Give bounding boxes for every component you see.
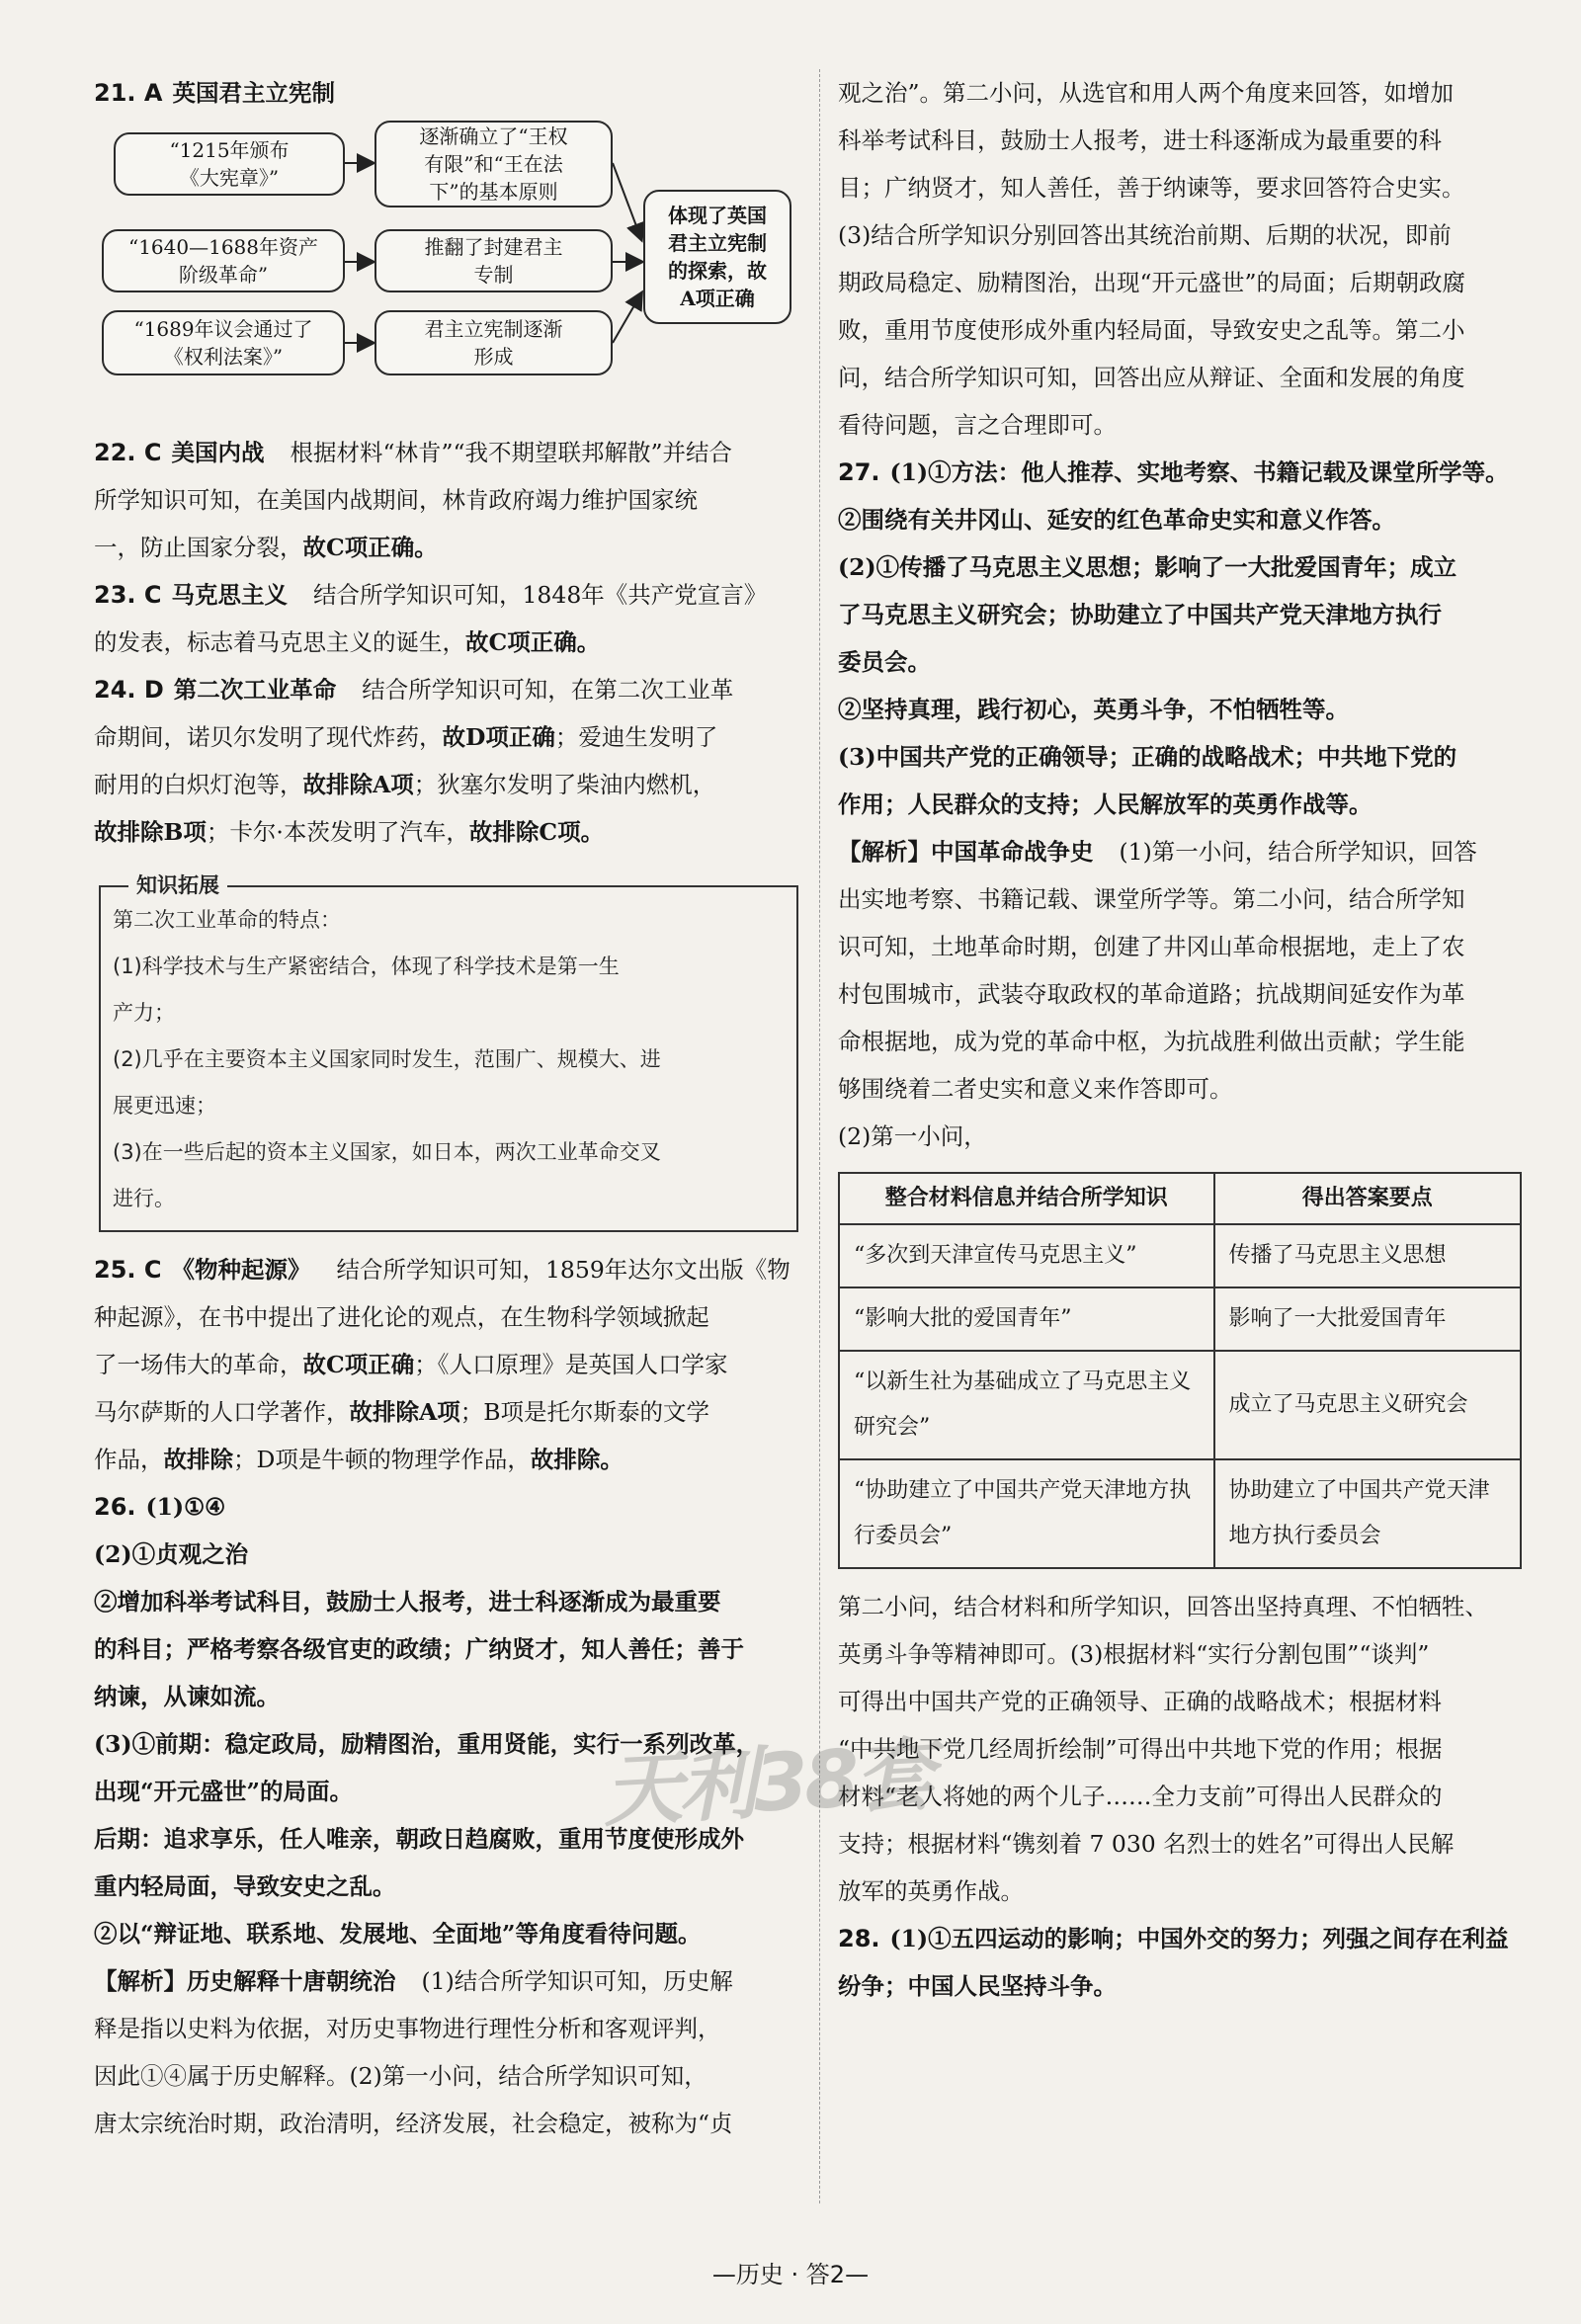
table-cell: “影响大批的爱国青年” [839, 1287, 1214, 1351]
q26-a3-2b: 重内轻局面，导致安史之乱。 [94, 1872, 396, 1900]
ext-line: 进行。 [113, 1187, 175, 1210]
q25-line5: 作品，故排除；D项是牛顿的物理学作品，故排除。 [94, 1446, 624, 1473]
table-header: 整合材料信息并结合所学知识 [839, 1173, 1214, 1224]
right-column [838, 69, 1522, 2010]
q26-analysis-cont-8: 看待问题，言之合理即可。 [838, 411, 1117, 439]
q22-answer: 22. C 美国内战 根据材料“林肯”“我不期望联邦解散”并结合 [94, 439, 733, 466]
q21-diagram [94, 121, 803, 417]
q27-after-5: 材料“老人将她的两个儿子……全力支前”可得出人民群众的 [838, 1783, 1443, 1810]
table-header: 得出答案要点 [1214, 1173, 1522, 1224]
q25-line3: 了一场伟大的革命，故C项正确；《人口原理》是英国人口学家 [94, 1351, 728, 1378]
q27-a2b: 了马克思主义研究会；协助建立了中国共产党天津地方执行 [838, 601, 1442, 628]
q28-answer: 28. (1)①五四运动的影响；中国外交的努力；列强之间存在利益 [838, 1925, 1509, 1952]
q26-a3-1b: 出现“开元盛世”的局面。 [94, 1778, 354, 1805]
table-row [839, 1287, 1521, 1351]
q27-a2d: ②坚持真理，践行初心，英勇斗争，不怕牺牲等。 [838, 696, 1349, 723]
q24-line2: 命期间，诺贝尔发明了现代炸药，故D项正确；爱迪生发明了 [94, 723, 718, 751]
q22-line2: 所学知识可知，在美国内战期间，林肯政府竭力维护国家统 [94, 486, 698, 514]
q26-analysis-cont-1: 观之治”。第二小问，从选官和用人两个角度来回答，如增加 [838, 79, 1455, 107]
table-cell: 影响了一大批爱国青年 [1214, 1287, 1522, 1351]
ext-line: 第二次工业革命的特点： [113, 908, 341, 932]
q26-analysis-4: 唐太宗统治时期，政治清明，经济发展，社会稳定，被称为“贞 [94, 2110, 733, 2137]
diagram-box-bill-of-rights: “1689年议会通过了 《权利法案》” [102, 310, 345, 375]
q27-after-7: 放军的英勇作战。 [838, 1877, 1024, 1905]
q27-a3b: 作用；人民群众的支持；人民解放军的英勇作战等。 [838, 790, 1373, 818]
column-divider [819, 69, 820, 2203]
ext-line: 展更迅速； [113, 1094, 216, 1118]
diagram-box-limited-monarchy: 逐渐确立了“王权 有限”和“王在法 下”的基本原则 [374, 121, 613, 208]
ext-line: (1)科学技术与生产紧密结合，体现了科学技术是第一生 [113, 954, 620, 978]
q26-analysis-3: 因此①④属于历史解释。(2)第一小问，结合所学知识可知， [94, 2062, 707, 2090]
table-cell: “多次到天津宣传马克思主义” [839, 1224, 1214, 1287]
q26-analysis-cont-6: 败，重用节度使形成外重内轻局面，导致安史之乱等。第二小 [838, 316, 1465, 344]
q24-line3: 耐用的白炽灯泡等，故排除A项；狄塞尔发明了柴油内燃机， [94, 771, 716, 798]
q27-analysis-5: 命根据地，成为党的革命中枢，为抗战胜利做出贡献；学生能 [838, 1028, 1465, 1055]
q26-answer: 26. (1)①④ [94, 1493, 226, 1521]
q27-a2a: (2)①传播了马克思主义思想；影响了一大批爱国青年；成立 [838, 553, 1457, 581]
table-cell: “协助建立了中国共产党天津地方执行委员会” [839, 1459, 1214, 1568]
q26-a2-2b: 的科目；严格考察各级官吏的政绩；广纳贤才，知人善任；善于 [94, 1635, 744, 1663]
q26-a3-2a: 后期：追求享乐，任人唯亲，朝政日趋腐败，重用节度使形成外 [94, 1825, 744, 1853]
table-cell: 传播了马克思主义思想 [1214, 1224, 1522, 1287]
q27-a3a: (3)中国共产党的正确领导；正确的战略战术；中共地下党的 [838, 743, 1457, 771]
q27-analysis-3: 识可知，土地革命时期，创建了井冈山革命根据地，走上了农 [838, 933, 1465, 960]
q27-analysis-2: 出实地考察、书籍记载、课堂所学等。第二小问，结合所学知 [838, 885, 1465, 913]
q26-analysis-cont-4: (3)结合所学知识分别回答出其统治前期、后期的状况，即前 [838, 221, 1452, 249]
q23-line2: 的发表，标志着马克思主义的诞生，故C项正确。 [94, 628, 601, 656]
diagram-box-bourgeois-revolution: “1640—1688年资产 阶级革命” [102, 229, 345, 292]
table-cell: 协助建立了中国共产党天津地方执行委员会 [1214, 1459, 1522, 1568]
q26-a2-2c: 纳谏，从谏如流。 [94, 1683, 280, 1710]
q27-a1b: ②围绕有关井冈山、延安的红色革命史实和意义作答。 [838, 506, 1395, 534]
q27-answer: 27. (1)①方法：他人推荐、实地考察、书籍记载及课堂所学等。 [838, 458, 1509, 486]
ext-line: (2)几乎在主要资本主义国家同时发生，范围广、规模大、进 [113, 1047, 661, 1071]
diagram-box-overthrow-autocracy: 推翻了封建君主 专制 [374, 229, 613, 292]
q26-a3-3: ②以“辩证地、联系地、发展地、全面地”等角度看待问题。 [94, 1920, 702, 1948]
q25-answer: 25. C 《物种起源》 结合所学知识可知，1859年达尔文出版《物 [94, 1256, 790, 1284]
table-row [839, 1224, 1521, 1287]
q26-analysis-cont-2: 科举考试科目，鼓励士人报考，进士科逐渐成为最重要的科 [838, 126, 1442, 154]
q27-analysis-4: 村包围城市，武装夺取政权的革命道路；抗战期间延安作为革 [838, 980, 1465, 1008]
q26-analysis-cont-5: 期政局稳定、励精图治，出现“开元盛世”的局面；后期朝政腐 [838, 269, 1466, 296]
ext-line: (3)在一些后起的资本主义国家，如日本，两次工业革命交叉 [113, 1140, 661, 1164]
table-header-row [839, 1173, 1521, 1224]
q26-analysis-cont-7: 问，结合所学知识可知，回答出应从辩证、全面和发展的角度 [838, 364, 1465, 391]
q28-a1b: 纷争；中国人民坚持斗争。 [838, 1972, 1117, 2000]
q26-analysis-cont-3: 目；广纳贤才，知人善任，善于纳谏等，要求回答符合史实。 [838, 174, 1465, 202]
q23-answer: 23. C 马克思主义 结合所学知识可知，1848年《共产党宣言》 [94, 581, 768, 609]
page-footer: —历史 · 答2— [711, 2261, 870, 2288]
q27-answer-table [838, 1172, 1522, 1569]
q27-after-3: 可得出中国共产党的正确领导、正确的战略战术；根据材料 [838, 1688, 1442, 1715]
q22-line3: 一，防止国家分裂，故C项正确。 [94, 534, 438, 561]
q27-after-4: “中共地下党几经周折绘制”可得出中共地下党的作用；根据 [838, 1735, 1443, 1763]
q27-analysis-6: 够围绕着二者史实和意义来作答即可。 [838, 1075, 1233, 1103]
q24-answer: 24. D 第二次工业革命 结合所学知识可知，在第二次工业革 [94, 676, 734, 704]
knowledge-extension-title: 知识拓展 [128, 870, 227, 901]
q26-analysis-2: 释是指以史料为依据，对历史事物进行理性分析和客观评判， [94, 2015, 721, 2042]
q21-heading: 21. A 英国君主立宪制 [94, 79, 335, 107]
q27-after-6: 支持；根据材料“镌刻着 7 030 名烈士的姓名”可得出人民解 [838, 1830, 1455, 1858]
q25-line2: 种起源》，在书中提出了进化论的观点，在生物科学领域掀起 [94, 1303, 709, 1331]
q27-after-1: 第二小问，结合材料和所学知识，回答出坚持真理、不怕牺牲、 [838, 1593, 1488, 1620]
q26-a2-2a: ②增加科举考试科目，鼓励士人报考，进士科逐渐成为最重要 [94, 1588, 721, 1616]
table-cell: 成立了马克思主义研究会 [1214, 1351, 1522, 1459]
q27-after-2: 英勇斗争等精神即可。(3)根据材料“实行分割包围”“谈判” [838, 1640, 1430, 1668]
knowledge-extension-box [99, 873, 798, 1232]
q27-a2c: 委员会。 [838, 648, 931, 676]
diagram-box-conclusion: 体现了英国 君主立宪制 的探索，故 A项正确 [643, 190, 791, 324]
table-row [839, 1459, 1521, 1568]
ext-line: 产力； [113, 1001, 175, 1025]
q27-analysis-7: (2)第一小问， [838, 1122, 987, 1150]
diagram-box-constitutional-monarchy: 君主立宪制逐渐 形成 [374, 310, 613, 375]
q25-line4: 马尔萨斯的人口学著作，故排除A项；B项是托尔斯泰的文学 [94, 1398, 710, 1426]
table-row [839, 1351, 1521, 1459]
q26-a2-1: (2)①贞观之治 [94, 1540, 249, 1568]
q26-analysis: 【解析】历史解释十唐朝统治 (1)结合所学知识可知，历史解 [94, 1967, 733, 1995]
q27-analysis: 【解析】中国革命战争史 (1)第一小问，结合所学知识，回答 [838, 838, 1477, 866]
watermark-logo: 天利38套 [601, 1728, 933, 1838]
diagram-box-magna-carta: “1215年颁布 《大宪章》” [114, 132, 345, 196]
table-cell: “以新生社为基础成立了马克思主义研究会” [839, 1351, 1214, 1459]
q24-line4: 故排除B项；卡尔·本茨发明了汽车，故排除C项。 [94, 818, 605, 846]
q26-a3-1a: (3)①前期：稳定政局，励精图治，重用贤能，实行一系列改革， [94, 1730, 760, 1758]
